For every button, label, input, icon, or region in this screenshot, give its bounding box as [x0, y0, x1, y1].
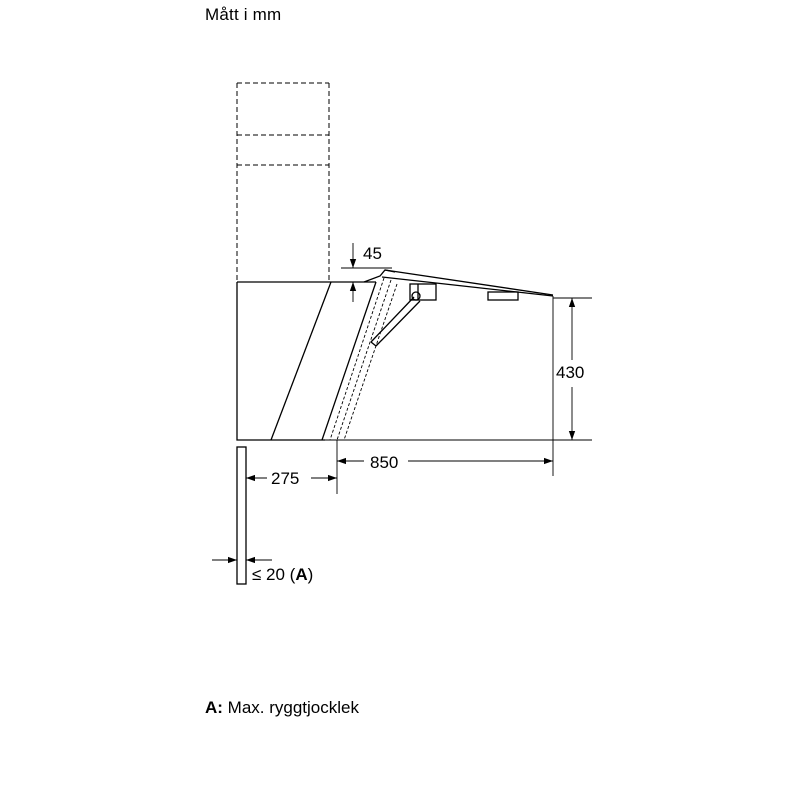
- back-wall: [237, 447, 246, 584]
- page-title: Mått i mm: [205, 5, 282, 24]
- dimension-430-label: 430: [556, 363, 585, 382]
- dimension-850-label: 850: [370, 453, 399, 472]
- wall-thickness-key: A: [295, 565, 308, 584]
- chimney-outline: [237, 83, 329, 280]
- dimension-275-label: 275: [271, 469, 300, 488]
- dimension-45-label: 45: [363, 244, 382, 263]
- dimension-wall-thickness-label: [252, 565, 313, 584]
- glass-panel-closed: [364, 270, 553, 300]
- legend-key: A:: [205, 698, 223, 717]
- legend: [205, 698, 359, 718]
- wall-thickness-prefix: ≤ 20 (: [252, 565, 296, 584]
- legend-text: Max. ryggtjocklek: [222, 698, 359, 717]
- wall-thickness-suffix: ): [307, 565, 314, 584]
- hood-body: [237, 282, 376, 440]
- glass-panel-open: [330, 278, 397, 440]
